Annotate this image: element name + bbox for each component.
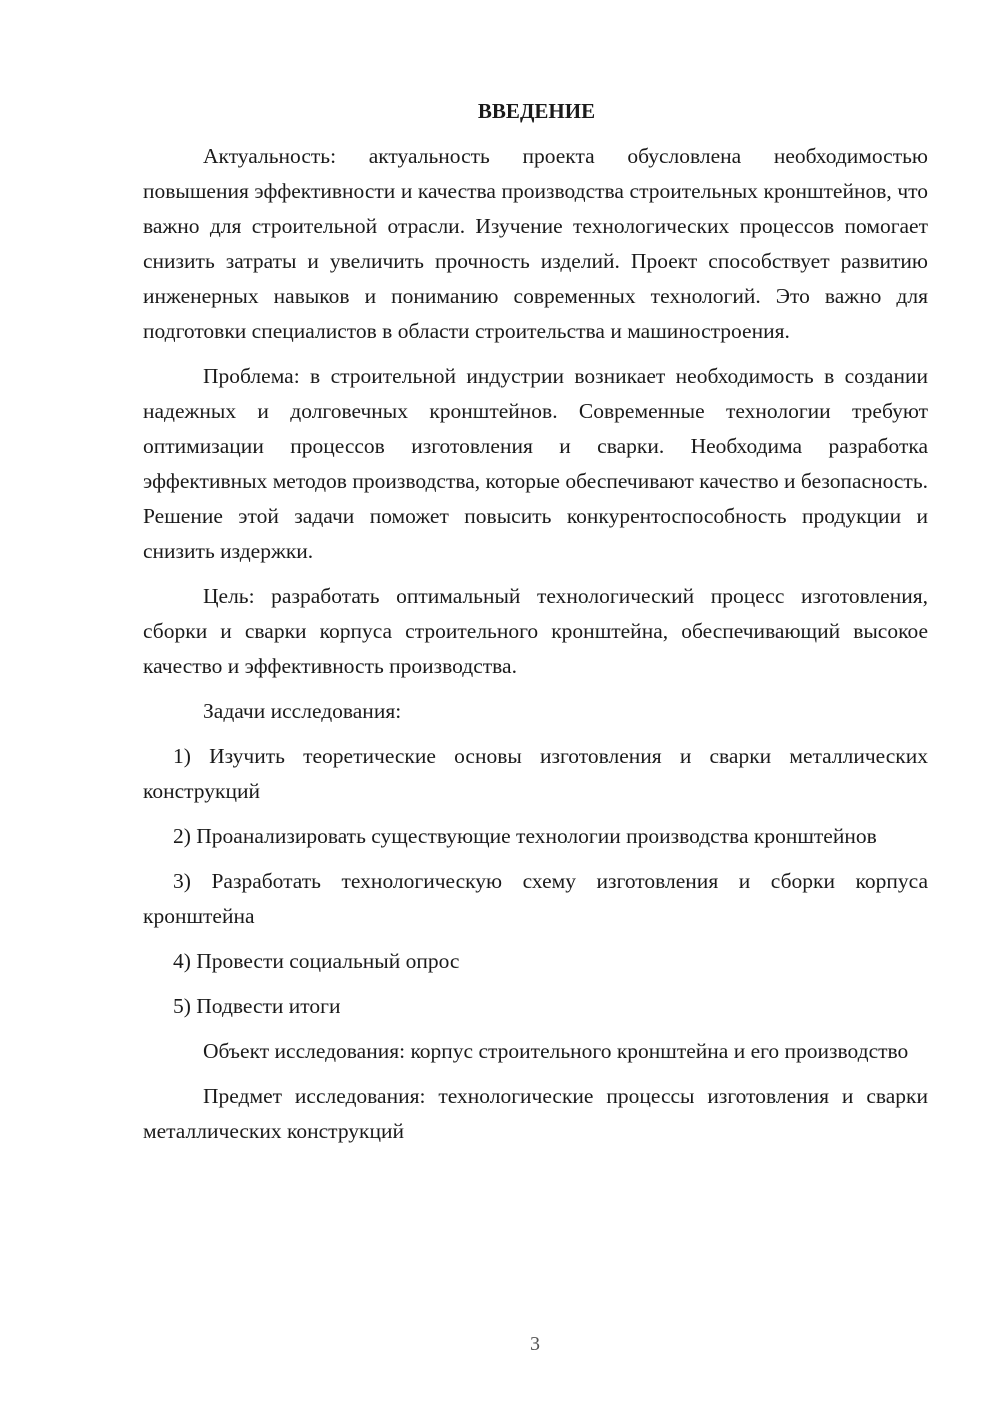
paragraph-problem: Проблема: в строительной индустрии возникает необходимость в создании надежных и долговечных кронштейнов. Современные технологии требуют оптимизации процессов изготовления и сварки. Необходима разработка эффективных методов производства, которые обеспечивают качество и безопасность. Решение этой задачи поможет повысить конкурентоспособность продукции и снизить издержки. — [143, 364, 928, 563]
task-item-5: 5) Подвести итоги — [173, 994, 341, 1018]
paragraph-subject: Предмет исследования: технологические процессы изготовления и сварки металлических конструкций — [143, 1084, 928, 1143]
paragraph-object: Объект исследования: корпус строительного кронштейна и его производство — [203, 1039, 909, 1063]
task-item-1: 1) Изучить теоретические основы изготовления и сварки металлических конструкций — [143, 744, 928, 803]
task-item-3: 3) Разработать технологическую схему изготовления и сборки корпуса кронштейна — [143, 869, 928, 928]
page-number: 3 — [530, 1333, 540, 1355]
paragraph-goal: Цель: разработать оптимальный технологический процесс изготовления, сборки и сварки корпуса строительного кронштейна, обеспечивающий высокое качество и эффективность производства. — [143, 584, 928, 678]
page-title: ВВЕДЕНИЕ — [477, 99, 596, 123]
task-item-4: 4) Провести социальный опрос — [173, 949, 460, 973]
paragraph-relevance: Актуальность: актуальность проекта обусловлена необходимостью повышения эффективности и качества производства строительных кронштейнов, что важно для строительной отрасли. Изучение технологических процессов помогает снизить затраты и увеличить прочность изделий. Проект способствует развитию инженерных навыков и пониманию современных технологий. Это важно для подготовки специалистов в области строительства и машиностроения. — [143, 144, 928, 343]
tasks-heading: Задачи исследования: — [203, 699, 402, 723]
document-page — [143, 94, 928, 1159]
task-item-2: 2) Проанализировать существующие технологии производства кронштейнов — [173, 824, 877, 848]
